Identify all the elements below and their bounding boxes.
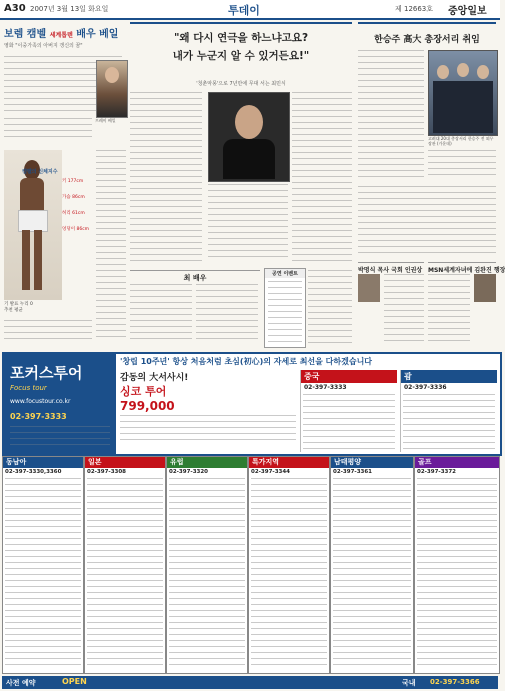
center-bottom-col1 xyxy=(130,284,192,344)
right-article-head xyxy=(358,22,496,46)
left-article-subhead: 영화 "이중가족의 아버지 갱신의 꿈" xyxy=(4,43,83,49)
stats-title: 캠벨의 신체지수 xyxy=(22,169,58,175)
left-article-body-3 xyxy=(4,320,92,344)
bale-photo xyxy=(96,60,128,118)
left-article-body-2 xyxy=(4,118,92,140)
ad-region2-title: 괌 xyxy=(401,370,497,383)
footer-right-phone: 02-397-3366 xyxy=(430,678,480,686)
ad-cell-japan xyxy=(84,456,166,674)
ad-price: 799,000 xyxy=(120,399,175,413)
ad-cell-title: 특가지역 xyxy=(249,457,329,468)
ad-cell-europe xyxy=(166,456,248,674)
section-title: 투데이 xyxy=(228,4,260,17)
stat-bust: 가슴 86cm xyxy=(62,195,85,200)
stat-hip: 엉덩이 86cm xyxy=(62,227,90,232)
ad-company-en: Focus tour xyxy=(10,384,47,392)
left-article-name: 보렘 캠벨 xyxy=(4,29,47,40)
ad-cell-golf xyxy=(414,456,500,674)
ad-cell-phone: 02-397-3308 xyxy=(87,469,127,475)
ad-cell-phone: 02-397-3320 xyxy=(169,469,209,475)
chancellor-photo xyxy=(428,50,498,136)
footer-right: 국내 xyxy=(402,679,416,687)
right-article-headline: 한승주 高大 총장서리 취임 xyxy=(374,35,480,45)
stat-height: 키 177cm xyxy=(62,179,84,184)
right-bottom-right-body xyxy=(428,274,470,346)
center-quote-line1: "왜 다시 연극을 하느냐고요? xyxy=(173,32,309,44)
center-quote-line2: 내가 누군지 알 수 있거든요!" xyxy=(172,50,310,62)
center-body-col1 xyxy=(130,92,202,262)
left-sidebar-labels: 기 발표 누리 0 추천 평균 xyxy=(4,302,33,313)
ad-region-guam xyxy=(400,370,497,452)
footer-left: 사전 예약 xyxy=(6,679,36,687)
stat-waist: 허리 61cm xyxy=(62,211,85,216)
ad-logo-block xyxy=(4,354,116,454)
center-bottom-col3 xyxy=(308,270,352,346)
actor-photo xyxy=(208,92,290,182)
ad-slogan: '창립 10주년' 항상 처음처럼 초심(初心)의 자세로 최선을 다하겠습니다 xyxy=(120,357,373,366)
left-article-col xyxy=(96,150,126,340)
ad-region1-title: 중국 xyxy=(301,370,397,383)
ad-cell-phone: 02-397-3344 xyxy=(251,469,291,475)
ad-tour-name: 싱코 투어 xyxy=(120,385,167,398)
ad-footer xyxy=(2,676,498,689)
page-number: A30 xyxy=(4,3,26,14)
right-bottom-left-body xyxy=(384,274,424,346)
ad-cell-title: 남태평양 xyxy=(331,457,413,468)
banker-photo xyxy=(474,274,496,302)
bale-photo-caption: 프레이 베일 xyxy=(95,118,116,123)
edition-number: 제 12663호 xyxy=(395,5,434,13)
ad-company-name: 포커스투어 xyxy=(10,364,83,382)
pastor-photo xyxy=(358,274,380,302)
issue-date: 2007년 3월 13일 화요일 xyxy=(30,5,109,13)
ad-cell-south-pacific xyxy=(330,456,414,674)
ad-cell-special xyxy=(248,456,330,674)
center-quote-block xyxy=(130,22,352,78)
event-box-title: 공연 이벤트 xyxy=(265,269,305,278)
ad-region-china xyxy=(300,370,397,452)
center-body-col3 xyxy=(292,92,352,262)
ad-grid xyxy=(2,456,498,674)
ad-url[interactable]: www.focustour.co.kr xyxy=(10,398,71,405)
right-body-col1 xyxy=(358,50,424,180)
event-box xyxy=(264,268,306,348)
ad-promo-text: 감동의 大서사시! xyxy=(120,373,189,383)
ad-main-promo xyxy=(120,370,296,452)
right-bottom-right-title: MSN세계자녀에 김완진 행장 xyxy=(428,262,496,274)
center-body-col2 xyxy=(208,184,288,262)
ad-region1-phone: 02-397-3333 xyxy=(304,384,347,391)
ad-cell-title: 동남아 xyxy=(3,457,83,468)
right-bottom-left-title: 박명식 목사 국회 인권상 xyxy=(358,262,424,274)
ad-cell-phone: 02-397-3372 xyxy=(417,469,457,475)
footer-open: OPEN xyxy=(62,677,87,686)
ad-main-phone: 02-397-3333 xyxy=(10,412,67,421)
ad-cell-phone: 02-397-3361 xyxy=(333,469,373,475)
center-bottom-headline: 최 배우 xyxy=(130,270,260,283)
ad-cell-title: 골프 xyxy=(415,457,499,468)
center-bottom-col2 xyxy=(196,284,258,344)
center-subhead: '청춘악몽'으로 7년만에 무대 서는 최민식 xyxy=(196,81,286,87)
right-body-col2 xyxy=(428,150,496,180)
chancellor-photo-caption: 고려대 20대 총장서리 한승주 전 외무장관 (가운데) xyxy=(428,136,494,146)
right-body-col3 xyxy=(358,186,496,256)
paper-logo: 중앙일보 xyxy=(448,6,487,17)
ad-cell-title: 일본 xyxy=(85,457,165,468)
ad-region2-phone: 02-397-3336 xyxy=(404,384,447,391)
ad-cell-title: 유럽 xyxy=(167,457,247,468)
ad-banner xyxy=(2,352,502,456)
ad-cell-southeast-asia xyxy=(2,456,84,674)
page-header xyxy=(0,0,500,20)
left-article-role: 세계톱텐 xyxy=(49,32,73,39)
left-article-headline: 배우 베일 xyxy=(76,29,119,40)
stats-list xyxy=(62,178,92,232)
ad-cell-phone: 02-397-3330,3360 xyxy=(5,469,62,475)
